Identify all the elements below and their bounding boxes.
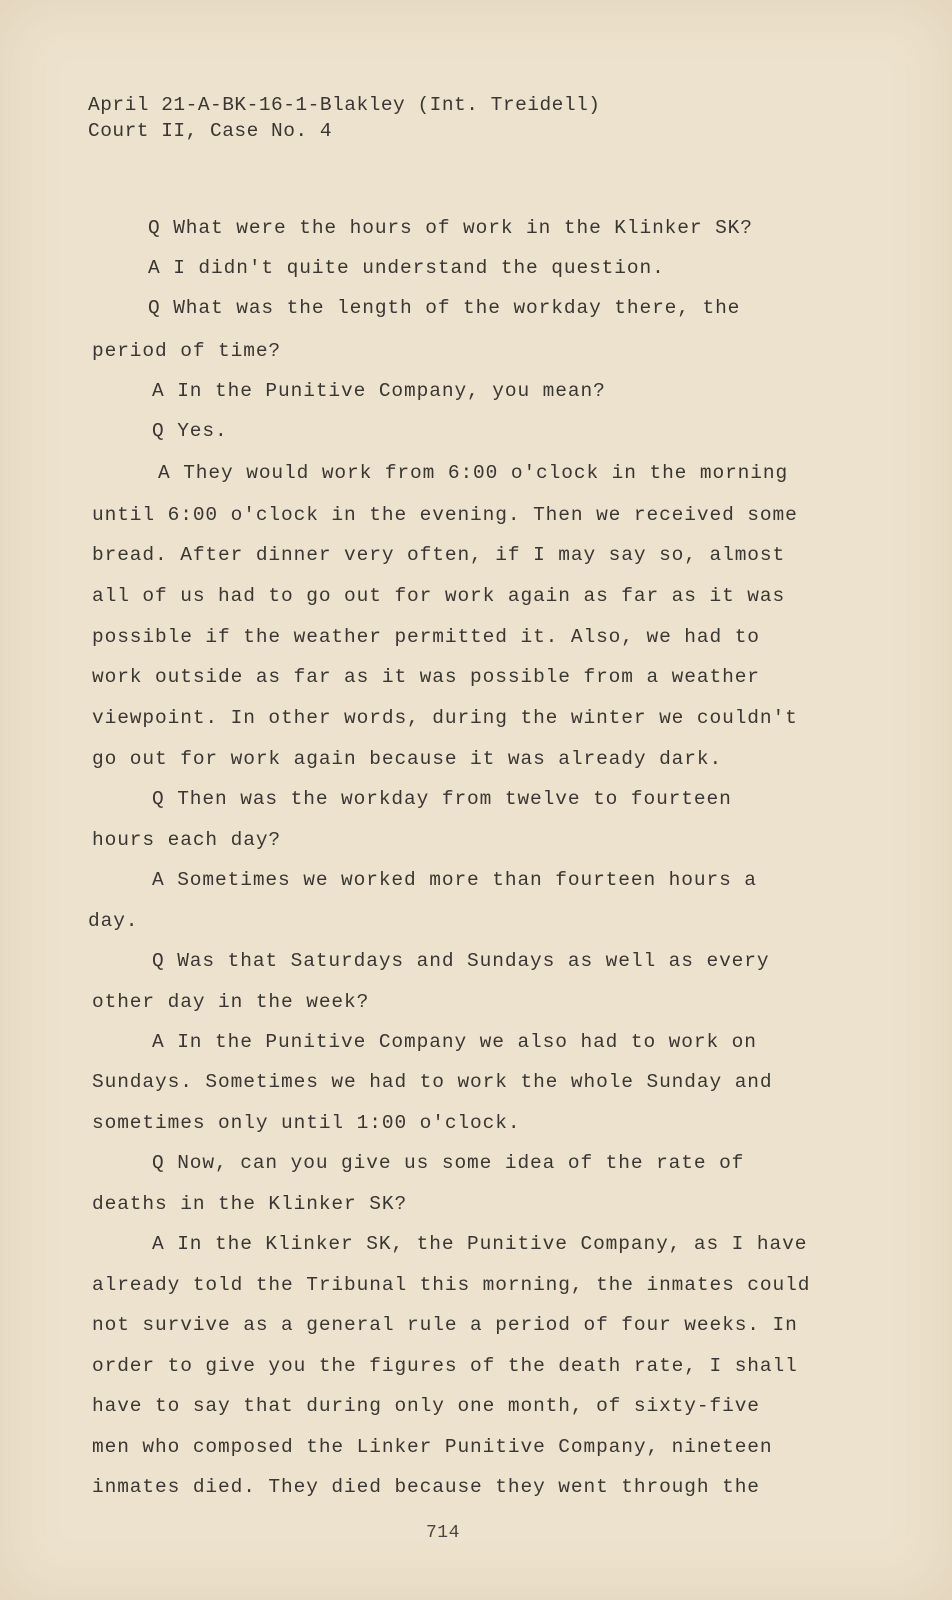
testimony-line: go out for work again because it was already dark. (92, 748, 723, 770)
testimony-line: have to say that during only one month, of sixty-five (92, 1395, 760, 1417)
header-line-1: April 21-A-BK-16-1-Blakley (Int. Treidell) (88, 94, 601, 116)
document-header (88, 92, 600, 144)
testimony-line: inmates died. They died because they went through the (92, 1476, 760, 1498)
testimony-line: until 6:00 o'clock in the evening. Then we received some (92, 504, 798, 526)
testimony-line: A They would work from 6:00 o'clock in the morning (158, 462, 789, 484)
testimony-line: Q Yes. (152, 420, 228, 442)
testimony-line: other day in the week? (92, 991, 370, 1013)
testimony-line: deaths in the Klinker SK? (92, 1193, 408, 1215)
testimony-line: men who composed the Linker Punitive Company, nineteen (92, 1436, 773, 1458)
testimony-line: A In the Punitive Company, you mean? (152, 380, 606, 402)
testimony-line: period of time? (92, 340, 282, 362)
testimony-line: Sundays. Sometimes we had to work the whole Sunday and (92, 1071, 773, 1093)
testimony-line: day. (88, 910, 139, 932)
page-number: 714 (426, 1523, 460, 1543)
testimony-line: A In the Punitive Company we also had to work on (152, 1031, 757, 1053)
testimony-line: work outside as far as it was possible from a weather (92, 666, 760, 688)
testimony-line: sometimes only until 1:00 o'clock. (92, 1112, 521, 1134)
testimony-line: Q Then was the workday from twelve to fourteen (152, 788, 732, 810)
testimony-line: all of us had to go out for work again as far as it was (92, 585, 786, 607)
testimony-line: not survive as a general rule a period of four weeks. In (92, 1314, 798, 1336)
testimony-line: order to give you the figures of the death rate, I shall (92, 1355, 798, 1377)
testimony-line: A In the Klinker SK, the Punitive Company, as I have (152, 1233, 808, 1255)
testimony-line: Q What was the length of the workday there, the (148, 297, 741, 319)
testimony-line: Q Was that Saturdays and Sundays as well as every (152, 950, 770, 972)
testimony-line: A Sometimes we worked more than fourteen hours a (152, 869, 757, 891)
testimony-line: Q Now, can you give us some idea of the rate of (152, 1152, 745, 1174)
testimony-line: already told the Tribunal this morning, the inmates could (92, 1274, 811, 1296)
testimony-line: bread. After dinner very often, if I may say so, almost (92, 544, 786, 566)
testimony-line: Q What were the hours of work in the Klinker SK? (148, 217, 753, 239)
header-line-2: Court II, Case No. 4 (88, 120, 333, 142)
testimony-line: possible if the weather permitted it. Also, we had to (92, 626, 760, 648)
testimony-line: viewpoint. In other words, during the winter we couldn't (92, 707, 798, 729)
testimony-line: hours each day? (92, 829, 282, 851)
testimony-line: A I didn't quite understand the question. (148, 257, 665, 279)
